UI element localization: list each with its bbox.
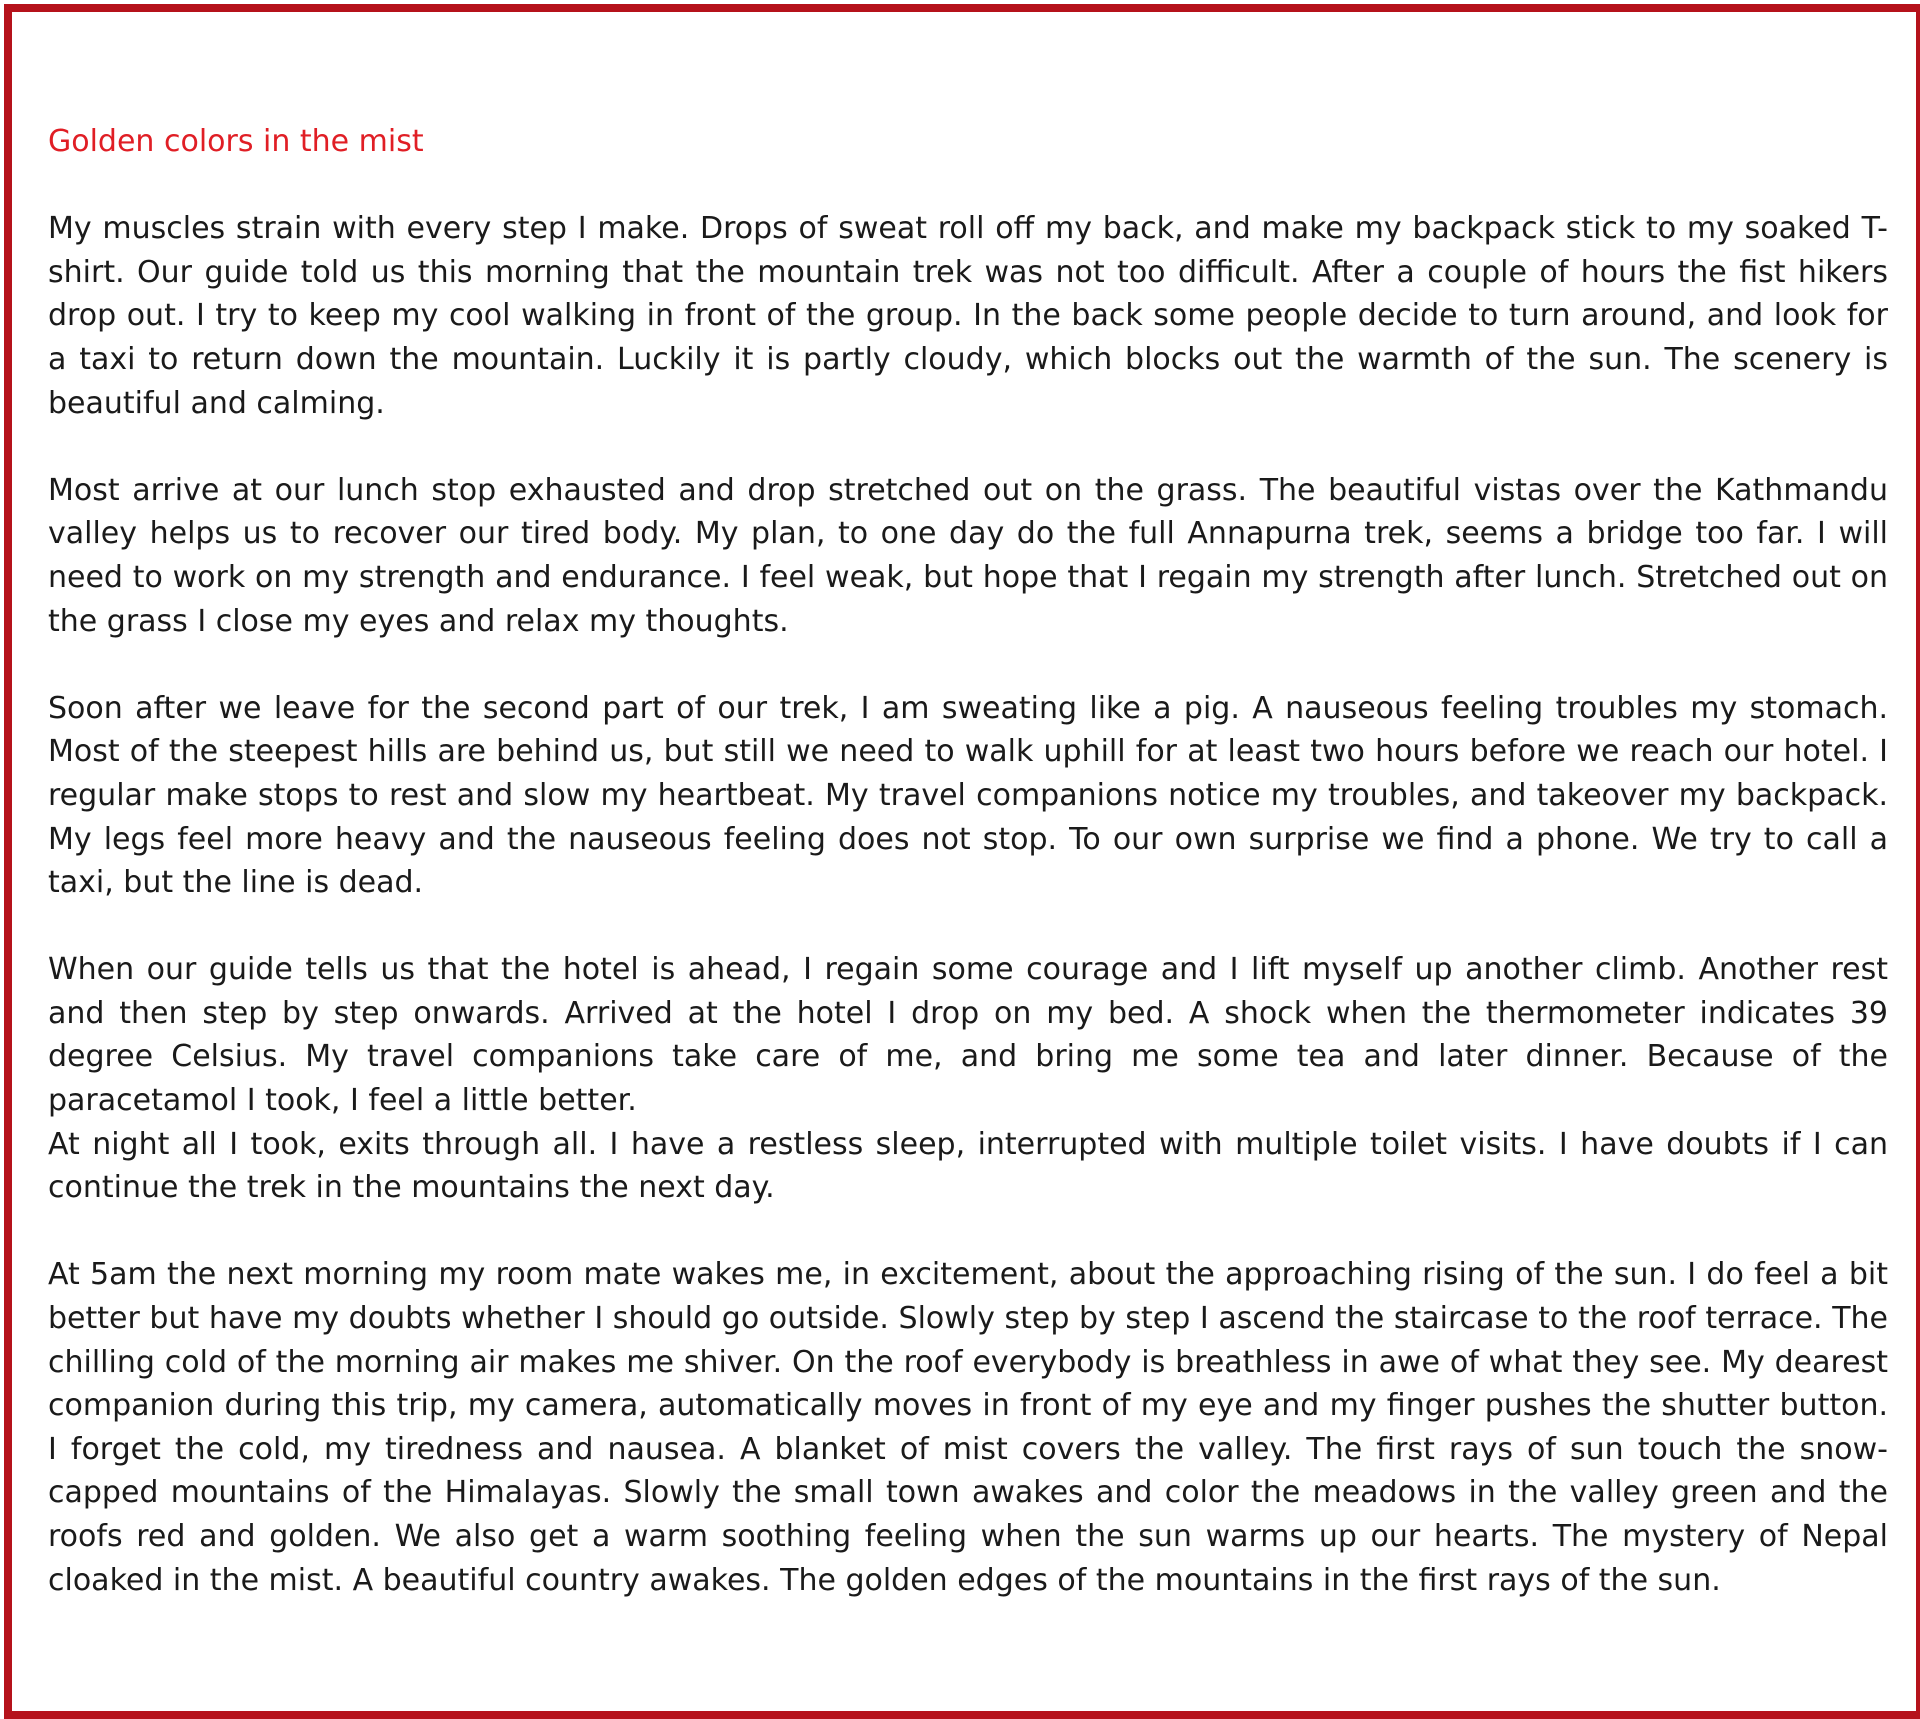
paragraph-spacer — [48, 425, 1888, 469]
paragraph-spacer — [48, 1210, 1888, 1254]
paragraph-2: Most arrive at our lunch stop exhausted and drop stretched out on the grass. The beautiful vistas over the Kathmandu valley helps us to recover our tired body. My plan, to one day do the full Annapurna trek, seems a bridge too far. I will need to work on my strength and endurance. I feel weak, but hope that I regain my strength after lunch. Stretched out on the grass I close my eyes and relax my thoughts. — [48, 472, 1888, 639]
paragraph-spacer — [48, 643, 1888, 687]
document-body — [48, 120, 1888, 1602]
document-title: Golden colors in the mist — [48, 124, 424, 159]
paragraph-spacer — [48, 905, 1888, 949]
paragraph-1: My muscles strain with every step I make. Drops of sweat roll off my back, and make my backpack stick to my soaked T-shirt. Our guide told us this morning that the mountain trek was not too difficult. After a couple of hours the fist hikers drop out. I try to keep my cool walking in front of the group. In the back some people decide to turn around, and look for a taxi to return down the mountain. Luckily it is partly cloudy, which blocks out the warmth of the sun. The scenery is beautiful and calming. — [48, 211, 1888, 421]
paragraph-3: Soon after we leave for the second part of our trek, I am sweating like a pig. A nauseous feeling troubles my stomach. Most of the steepest hills are behind us, but still we need to walk uphill for at least two hours before we reach our hotel. I regular make stops to rest and slow my heartbeat. My travel companions notice my troubles, and takeover my backpack. My legs feel more heavy and the nauseous feeling does not stop. To our own surprise we find a phone. We try to call a taxi, but the line is dead. — [48, 690, 1888, 901]
page-frame — [4, 4, 1920, 1719]
paragraph-5: At night all I took, exits through all. I have a restless sleep, interrupted with multiple toilet visits. I have doubts if I can continue the trek in the mountains the next day. — [48, 1126, 1888, 1206]
paragraph-6: At 5am the next morning my room mate wakes me, in excitement, about the approaching rising of the sun. I do feel a bit better but have my doubts whether I should go outside. Slowly step by step I ascend the staircase to the roof terrace. The chilling cold of the morning air makes me shiver. On the roof everybody is breathless in awe of what they see. My dearest companion during this trip, my camera, automatically moves in front of my eye and my finger pushes the shutter button. I forget the cold, my tiredness and nausea. A blanket of mist covers the valley. The first rays of sun touch the snow-capped mountains of the Himalayas. Slowly the small town awakes and color the meadows in the valley green and the roofs red and golden. We also get a warm soothing feeling when the sun warms up our hearts. The mystery of Nepal cloaked in the mist. A beautiful country awakes. The golden edges of the mountains in the first rays of the sun. — [48, 1257, 1888, 1598]
paragraph-4: When our guide tells us that the hotel is ahead, I regain some courage and I lift myself up another climb. Another rest and then step by step onwards. Arrived at the hotel I drop on my bed. A shock when the thermometer indicates 39 degree Celsius. My travel companions take care of me, and bring me some tea and later dinner. Because of the paracetamol I took, I feel a little better. — [48, 952, 1888, 1119]
